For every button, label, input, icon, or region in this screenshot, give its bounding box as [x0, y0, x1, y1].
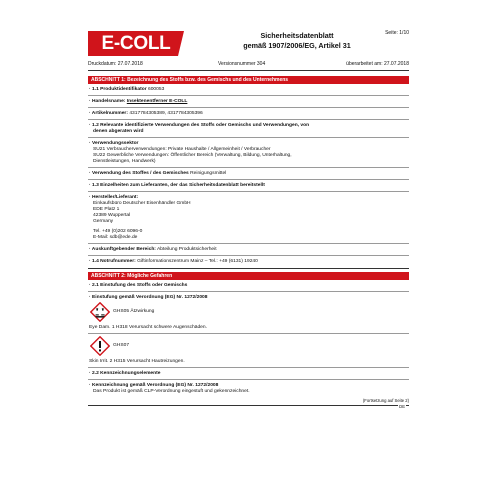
trade-name-label: · Handelsname: — [89, 99, 126, 104]
product-identifier-label: · 1.1 Produktidentifikator — [89, 87, 147, 92]
section-rule — [88, 268, 409, 269]
sector-label: · Verwendungssektor — [89, 141, 139, 146]
use-label: · Verwendung des Stoffes / des Gemisches — [89, 171, 189, 176]
emergency-value: Giftinformationszentrum Mainz – Tel.: +49 (6131) 19240 — [137, 259, 258, 264]
title-line-1: Sicherheitsdatenblatt — [260, 31, 334, 40]
separator — [88, 119, 409, 120]
product-identifier-value: 600053 — [147, 87, 165, 92]
use-value: Reinigungsmittel — [190, 171, 227, 176]
separator — [88, 95, 409, 96]
separator — [88, 255, 409, 256]
information-department — [89, 247, 217, 253]
language-code: DE — [399, 404, 405, 409]
supplier-line: Germany — [93, 219, 114, 224]
trade-name — [89, 99, 187, 105]
labelling-text: Das Produkt ist gemäß CLP-Verordnung eingestuft und gekennzeichnet. — [93, 389, 250, 394]
article-number-label: · Artikelnummer: — [89, 111, 128, 116]
meta-row — [88, 61, 409, 69]
header-rule — [88, 70, 409, 71]
revision-date: überarbeitet am: 27.07.2018 — [346, 61, 409, 67]
separator — [88, 333, 409, 334]
labelling-regulation: · Kennzeichnung gemäß Verordnung (EG) Nr. 1272/2008 — [89, 383, 219, 388]
article-number-value: 4317784305389, 4317784305396 — [129, 111, 203, 116]
relevant-uses-line-1: · 1.2 Relevante identifizierte Verwendungen des Stoffs oder Gemischs und Verwendungen, von — [89, 123, 310, 128]
page-number: Seite: 1/10 — [385, 30, 409, 36]
emergency-label: · 1.4 Notrufnummer: — [89, 259, 136, 264]
corrosion-icon — [90, 302, 110, 322]
contact-phone: Tel. +49 (0)202 6096-0 — [93, 229, 143, 234]
skin-irritation-line: Skin Irrit. 2 H315 Verursacht Hautreizungen. — [89, 359, 185, 364]
supplier-line: Einkaufsbüro Deutscher Eisenhändler GmbH — [93, 201, 191, 206]
footer-rule — [88, 405, 409, 406]
separator — [88, 291, 409, 292]
emergency-number — [89, 259, 258, 265]
article-number — [89, 111, 203, 117]
separator — [88, 191, 409, 192]
product-identifier — [89, 87, 164, 93]
separator — [88, 367, 409, 368]
sector-line: SU22 Gewerbliche Verwendungen: Öffentlicher Bereich (Verwaltung, Bildung, Unterhaltung, — [93, 153, 292, 158]
logo-wrapper — [88, 31, 184, 56]
classification-regulation: · Einstufung gemäß Verordnung (EG) Nr. 1272/2008 — [89, 295, 208, 300]
section-2-heading: ABSCHNITT 2: Mögliche Gefahren — [88, 272, 409, 280]
sector-line: Dienstleistungen, Handwerk) — [93, 159, 156, 164]
supplier-line: 42389 Wuppertal — [93, 213, 131, 218]
use-of-product — [89, 171, 226, 177]
separator — [88, 179, 409, 180]
separator — [88, 379, 409, 380]
version-number: Versionsnummer 304 — [218, 61, 266, 67]
separator — [88, 107, 409, 108]
separator — [88, 167, 409, 168]
separator — [88, 137, 409, 138]
print-date: Druckdatum: 27.07.2018 — [88, 61, 143, 67]
info-label: · Auskunftgebender Bereich: — [89, 247, 156, 252]
section-1-heading: ABSCHNITT 1: Bezeichnung des Stoffs bzw. des Gemischs und des Unternehmens — [88, 76, 409, 84]
relevant-uses-line-2: denen abgeraten wird — [93, 129, 144, 134]
trade-name-value: Insektenentferner E-COLL — [126, 99, 188, 104]
supplier-details-heading: · 1.3 Einzelheiten zum Lieferanten, der das Sicherheitsdatenblatt bereitstellt — [89, 183, 265, 188]
logo-text: E-COLL — [101, 33, 171, 54]
eye-damage-line: Eye Dam. 1 H318 Verursacht schwere Augenschäden. — [89, 325, 207, 330]
ghs05-label: GHS05 Ätzwirkung — [113, 309, 155, 314]
info-value: Abteilung Produktsicherheit — [157, 247, 217, 252]
supplier-line: EDE Platz 1 — [93, 207, 120, 212]
separator — [88, 243, 409, 244]
label-elements-heading: · 2.2 Kennzeichnungselemente — [89, 371, 161, 376]
contact-email: E-Mail: sdb@ede.de — [93, 235, 138, 240]
ghs07-label: GHS07 — [113, 343, 130, 348]
title-line-2: gemäß 1907/2006/EG, Artikel 31 — [243, 40, 351, 50]
classification-heading: · 2.1 Einstufung des Stoffs oder Gemischs — [89, 283, 188, 288]
supplier-label: · Hersteller/Lieferant: — [89, 195, 139, 200]
continuation-note: (Fortsetzung auf Seite 2) — [362, 398, 409, 403]
exclamation-mark-icon — [90, 336, 110, 356]
sector-line: SU21 Verbraucherverwendungen: Private Haushalte / Allgemeinheit / Verbraucher — [93, 147, 271, 152]
